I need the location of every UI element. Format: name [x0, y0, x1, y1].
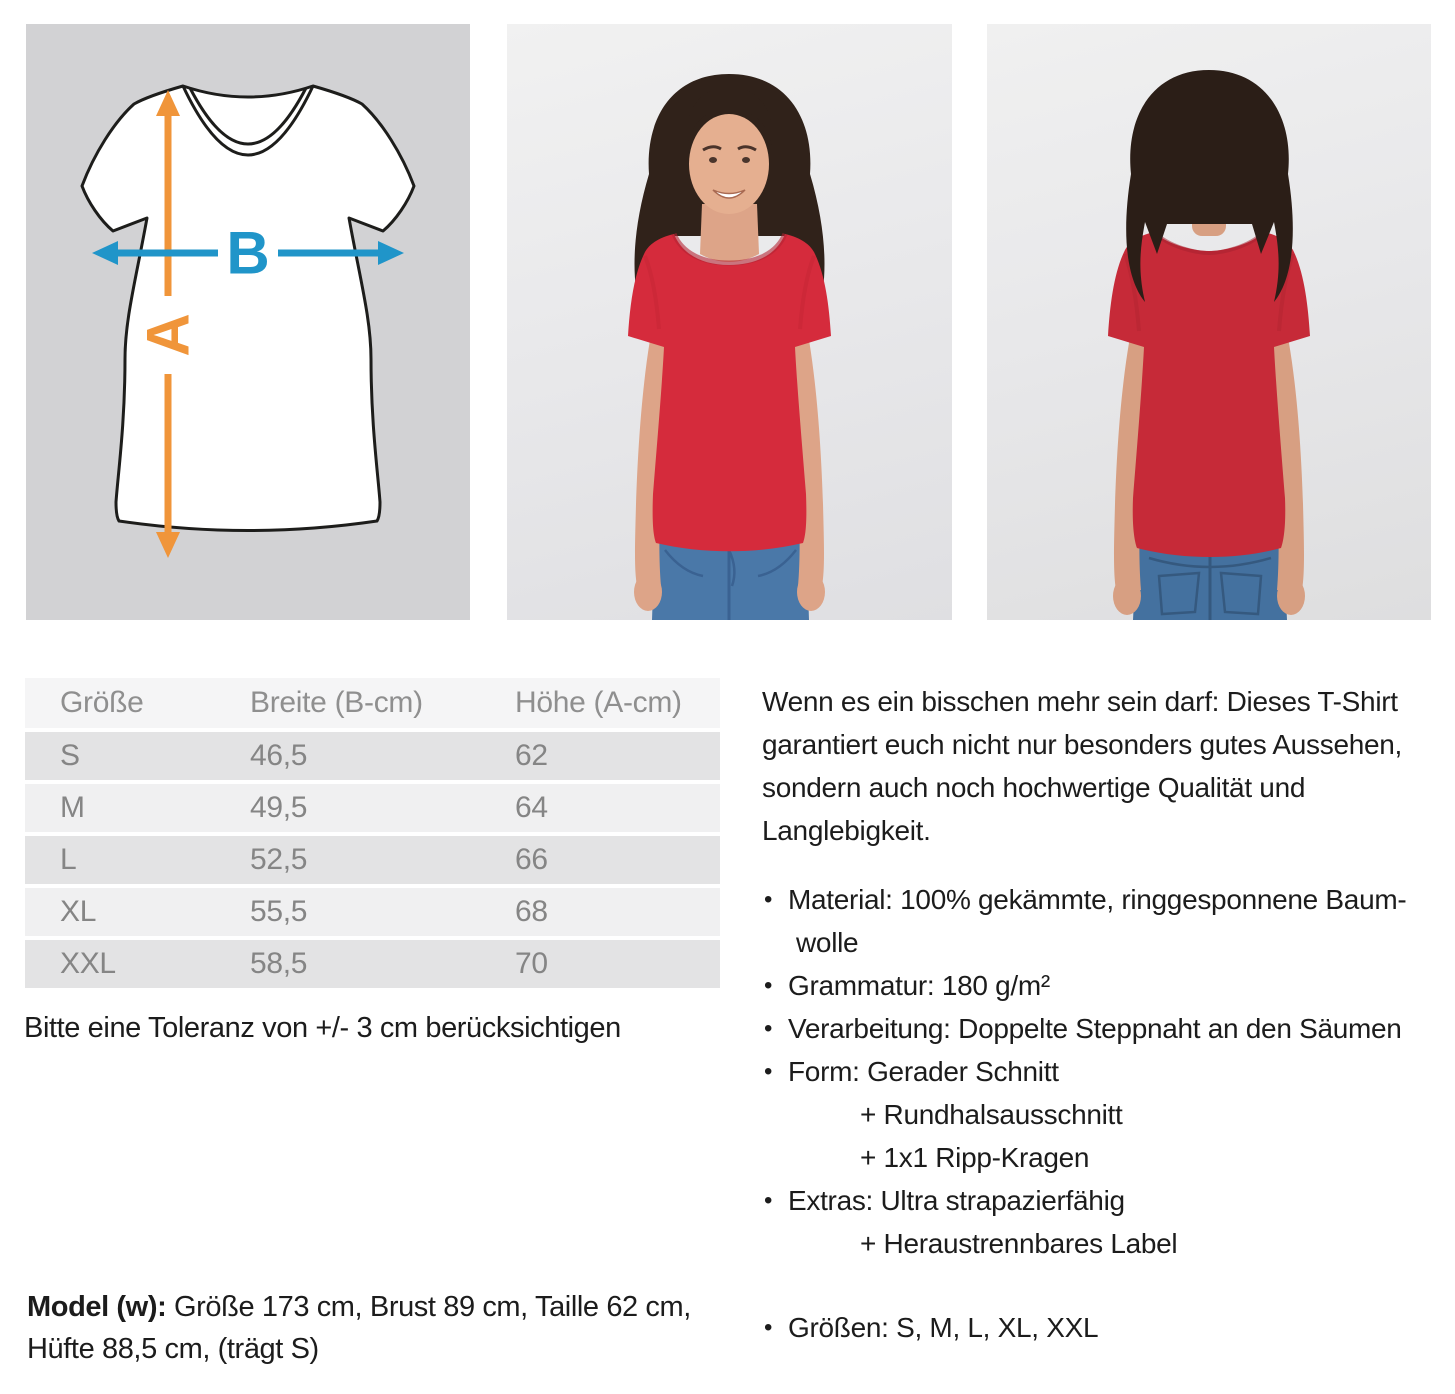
- cell-size: XL: [60, 895, 97, 928]
- cell-height: 66: [515, 843, 548, 876]
- table-row: [25, 784, 720, 832]
- intro-line: garantiert euch nicht nur besonders gutes Aussehen,: [762, 729, 1403, 760]
- intro-line: sondern auch noch hochwertige Qualität und: [762, 772, 1306, 803]
- list-item-continuation: + 1x1 Ripp-Kragen: [860, 1142, 1090, 1173]
- list-item-continuation: + Heraustrennbares Label: [860, 1228, 1178, 1259]
- bullet-icon: •: [764, 1187, 773, 1214]
- table-row: [25, 836, 720, 884]
- bullet-icon: •: [764, 1015, 773, 1042]
- list-item: • Material: 100% gekämmte, ringgesponnene Baum-: [760, 878, 1406, 921]
- model-info-line1: [27, 1286, 691, 1328]
- list-item-continuation: + Rundhalsausschnitt: [860, 1099, 1123, 1130]
- table-row: [25, 888, 720, 936]
- cell-width: 46,5: [250, 739, 308, 772]
- bullet-icon: •: [764, 1058, 773, 1085]
- model-info-line2: Hüfte 88,5 cm, (trägt S): [27, 1333, 319, 1365]
- cell-size: S: [60, 739, 80, 772]
- label-a: A: [134, 313, 202, 357]
- table-row: [25, 940, 720, 988]
- cell-width: 52,5: [250, 843, 308, 876]
- cell-size: XXL: [60, 947, 116, 980]
- description-intro: [762, 680, 1402, 852]
- model-photo-back: [987, 24, 1431, 620]
- tshirt-measure-diagram: [26, 24, 470, 620]
- face: [689, 114, 769, 214]
- model-photo-front: [507, 24, 952, 620]
- model-info-label: Model (w):: [27, 1291, 167, 1323]
- list-item: • Extras: Ultra strapazierfähig: [760, 1179, 1406, 1222]
- size-diagram-image: [26, 24, 470, 620]
- intro-line: Langlebigkeit.: [762, 815, 931, 846]
- tolerance-note: Bitte eine Toleranz von +/- 3 cm berücksichtigen: [24, 1012, 621, 1044]
- model-info-measurements: Größe 173 cm, Brust 89 cm, Taille 62 cm,: [166, 1291, 691, 1323]
- cell-size: L: [60, 843, 77, 876]
- cell-height: 62: [515, 739, 548, 772]
- col-header-width: Breite (B-cm): [250, 686, 423, 719]
- model-back-illustration: [987, 24, 1431, 620]
- bullet-icon: •: [764, 1314, 773, 1341]
- cell-height: 70: [515, 947, 548, 980]
- list-item-continuation: wolle: [796, 927, 859, 958]
- model-info: [27, 1286, 691, 1370]
- tshirt-outline-icon: [82, 86, 414, 531]
- cell-width: 49,5: [250, 791, 308, 824]
- feature-list: [760, 878, 1406, 1349]
- cell-height: 68: [515, 895, 548, 928]
- cell-width: 55,5: [250, 895, 308, 928]
- cell-width: 58,5: [250, 947, 308, 980]
- bullet-icon: •: [764, 886, 773, 913]
- col-header-size: Größe: [60, 686, 144, 719]
- list-item: • Grammatur: 180 g/m²: [760, 964, 1406, 1007]
- label-b: B: [226, 219, 270, 287]
- size-table-header-row: [25, 678, 720, 728]
- cell-height: 64: [515, 791, 548, 824]
- col-header-height: Höhe (A-cm): [515, 686, 682, 719]
- intro-line: Wenn es ein bisschen mehr sein darf: Dieses T-Shirt: [762, 686, 1398, 717]
- list-item: • Verarbeitung: Doppelte Steppnaht an den Säumen: [760, 1007, 1406, 1050]
- bullet-icon: •: [764, 972, 773, 999]
- size-table: [25, 678, 720, 992]
- cell-size: M: [60, 791, 85, 824]
- list-item: • Form: Gerader Schnitt: [760, 1050, 1406, 1093]
- model-front-illustration: [507, 24, 952, 620]
- list-item: • Größen: S, M, L, XL, XXL: [760, 1306, 1406, 1349]
- table-row: [25, 732, 720, 780]
